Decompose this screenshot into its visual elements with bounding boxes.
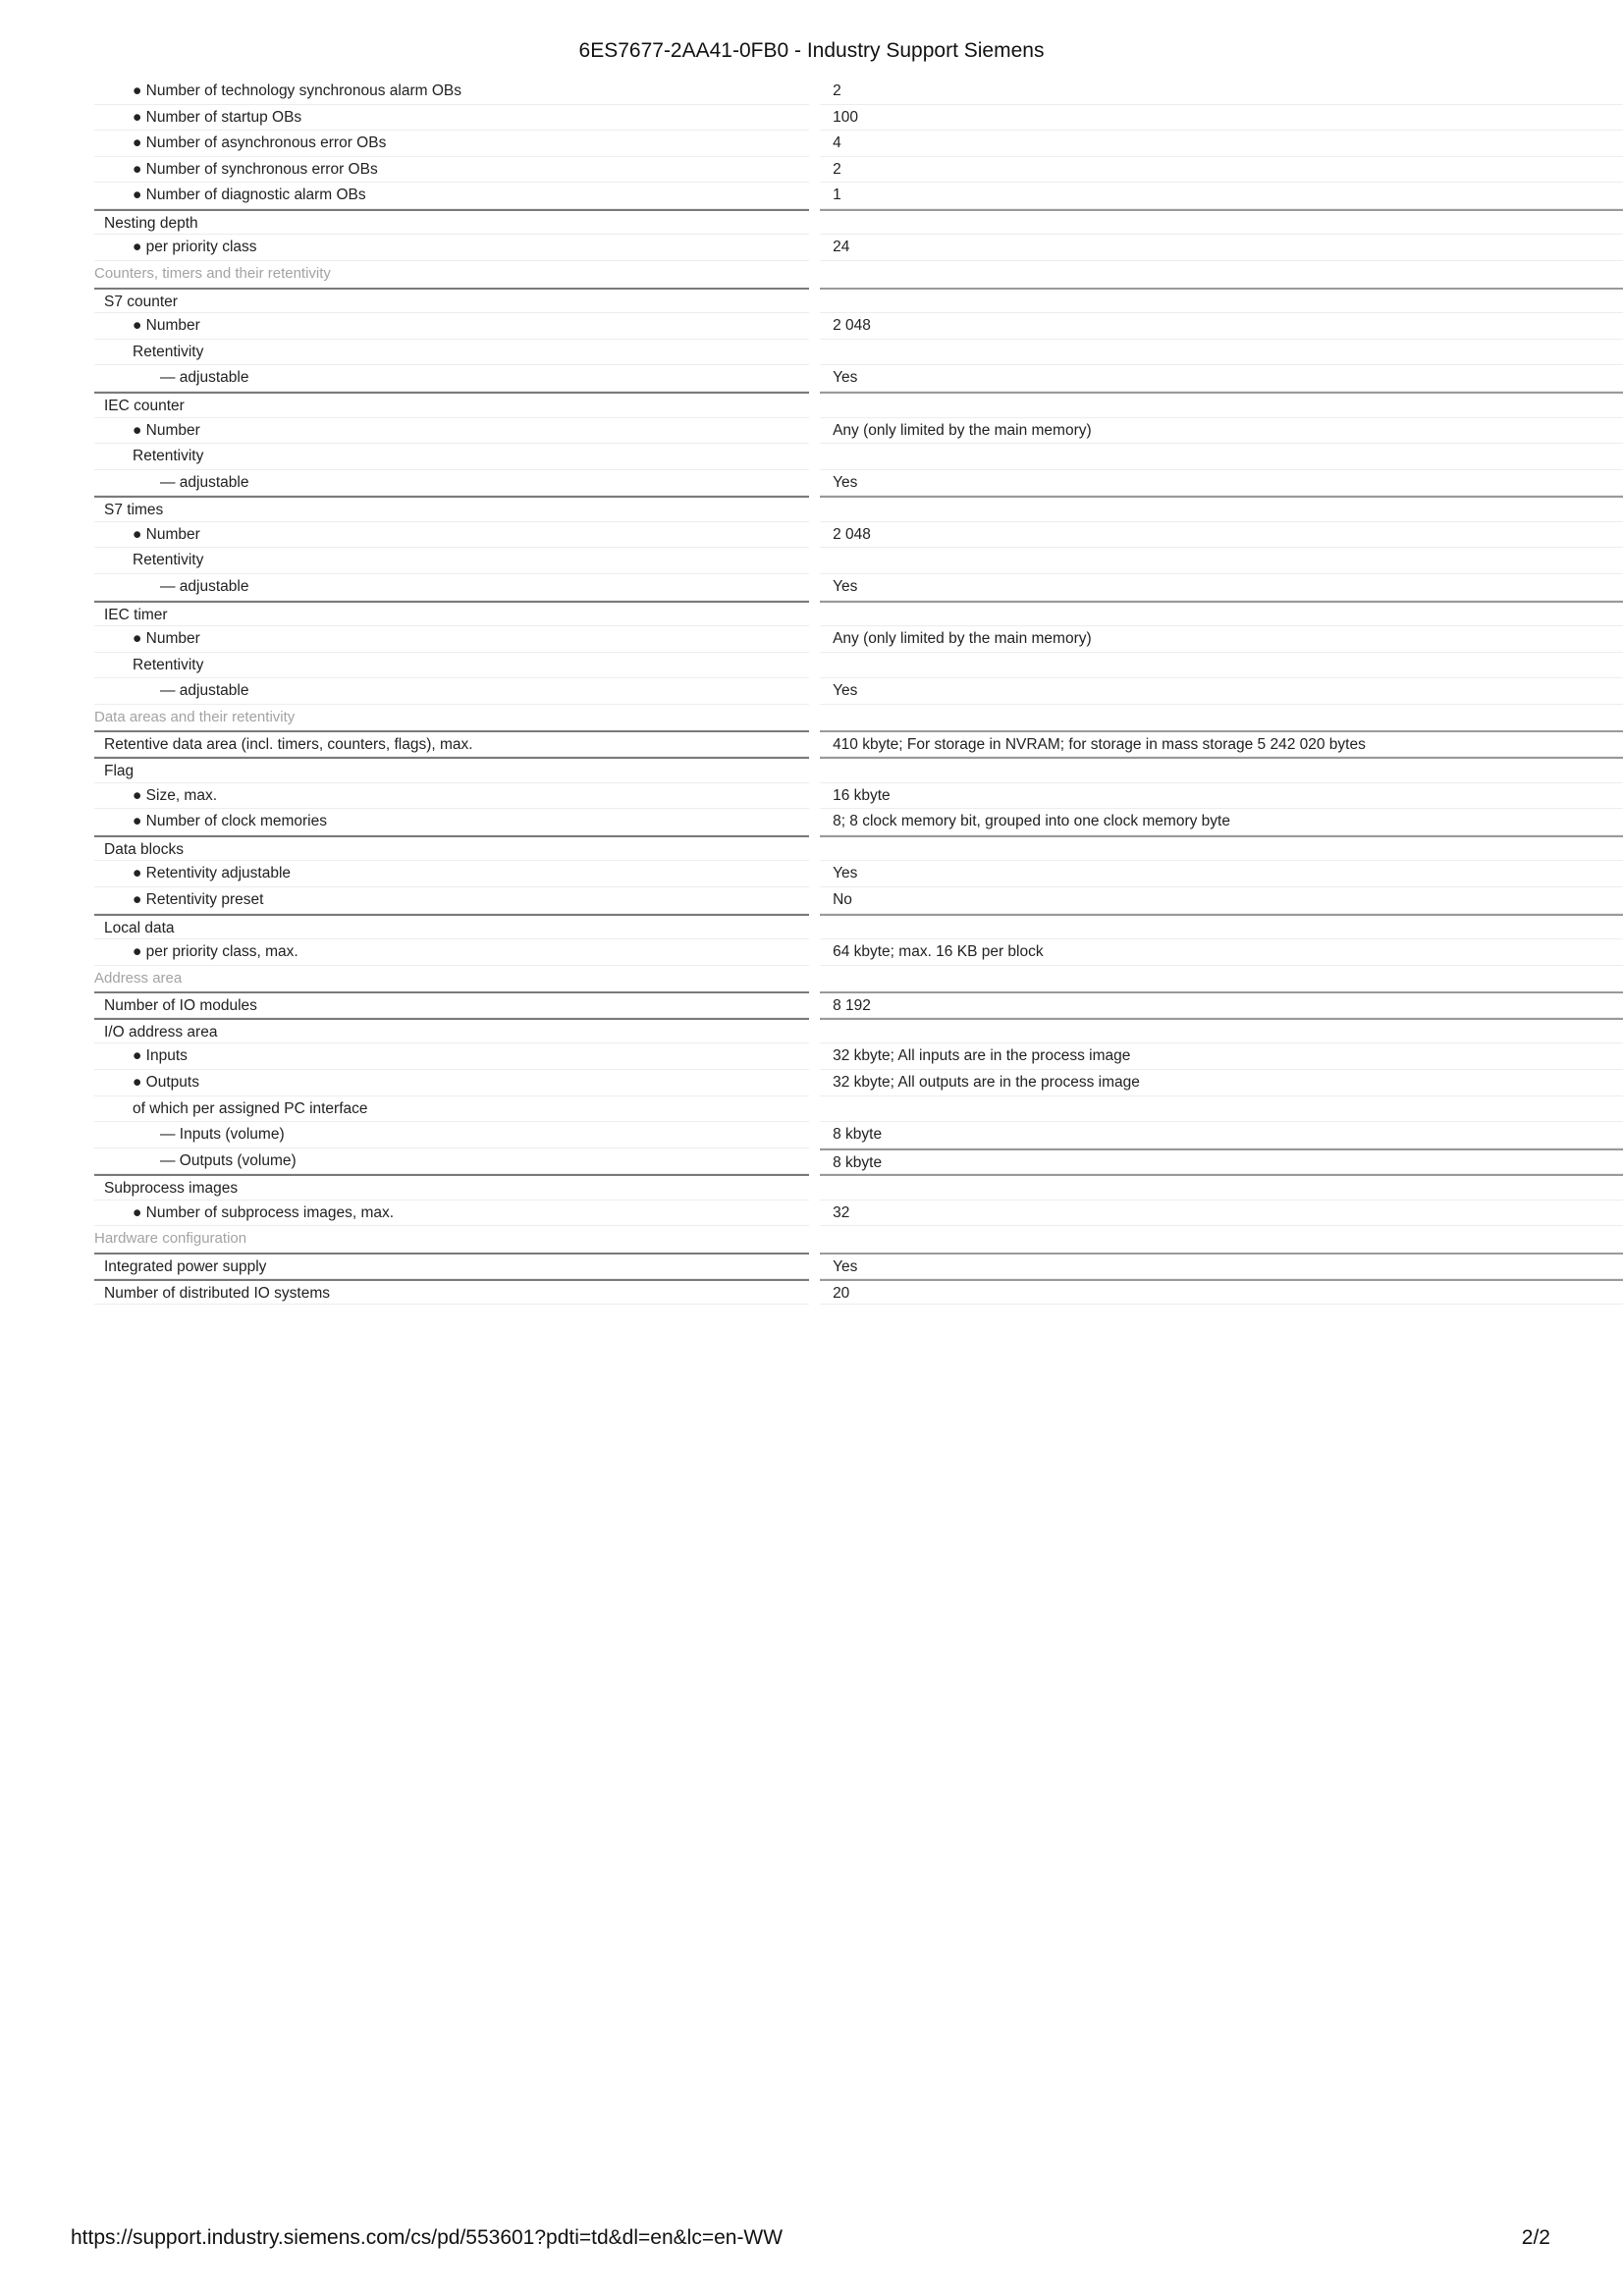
section-heading-label: Data areas and their retentivity (94, 708, 296, 725)
spec-label: IEC timer (94, 601, 809, 627)
spec-table (94, 79, 1623, 1305)
spec-value (820, 1018, 1623, 1044)
spec-label: ● Number of synchronous error OBs (94, 157, 809, 184)
spec-label: Retentive data area (incl. timers, counters, flags), max. (94, 730, 809, 757)
spec-label: ● Number of subprocess images, max. (94, 1201, 809, 1227)
spec-label: ● Retentivity preset (94, 887, 809, 914)
spec-value: No (820, 887, 1623, 914)
spec-label: IEC counter (94, 392, 809, 418)
spec-row (94, 991, 1623, 1018)
spec-value: Yes (820, 678, 1623, 705)
spec-value (820, 835, 1623, 862)
spec-label: ● Number of clock memories (94, 809, 809, 835)
spec-row (94, 809, 1623, 835)
spec-label: ● per priority class (94, 235, 809, 261)
spec-label: ● Number (94, 626, 809, 653)
spec-row (94, 340, 1623, 366)
spec-label: ● Number of asynchronous error OBs (94, 131, 809, 157)
spec-value (820, 601, 1623, 627)
spec-label: ● Retentivity adjustable (94, 861, 809, 887)
spec-row (94, 1096, 1623, 1123)
spec-label: ● Inputs (94, 1043, 809, 1070)
spec-row (94, 365, 1623, 392)
spec-row (94, 157, 1623, 184)
spec-value: 8 kbyte (820, 1148, 1623, 1175)
spec-label: — adjustable (94, 678, 809, 705)
spec-row (94, 470, 1623, 497)
spec-row (94, 235, 1623, 261)
spec-row (94, 678, 1623, 705)
spec-row (94, 522, 1623, 549)
spec-row (94, 1070, 1623, 1096)
section-heading (94, 1226, 1623, 1253)
spec-row (94, 574, 1623, 601)
spec-value: 16 kbyte (820, 783, 1623, 810)
spec-row (94, 1043, 1623, 1070)
spec-row (94, 914, 1623, 940)
spec-label: Nesting depth (94, 209, 809, 236)
spec-row (94, 392, 1623, 418)
spec-value: 2 048 (820, 313, 1623, 340)
spec-value: 100 (820, 105, 1623, 132)
spec-label: ● Outputs (94, 1070, 809, 1096)
spec-label: S7 times (94, 496, 809, 522)
spec-value: 24 (820, 235, 1623, 261)
section-heading-label: Counters, timers and their retentivity (94, 265, 331, 283)
spec-value (820, 496, 1623, 522)
spec-value: 32 kbyte; All outputs are in the process image (820, 1070, 1623, 1096)
spec-label: ● Number (94, 522, 809, 549)
spec-row (94, 1122, 1623, 1148)
spec-row (94, 939, 1623, 966)
spec-value: Yes (820, 470, 1623, 497)
spec-value (820, 209, 1623, 236)
spec-row (94, 1279, 1623, 1306)
spec-label: ● Number of diagnostic alarm OBs (94, 183, 809, 209)
spec-value: Any (only limited by the main memory) (820, 418, 1623, 445)
spec-row (94, 835, 1623, 862)
spec-value: 2 (820, 157, 1623, 184)
spec-label: — adjustable (94, 365, 809, 392)
spec-value (820, 757, 1623, 783)
spec-value (820, 1096, 1623, 1123)
spec-label: — adjustable (94, 574, 809, 601)
spec-row (94, 209, 1623, 236)
spec-row (94, 730, 1623, 757)
spec-value: 2 048 (820, 522, 1623, 549)
spec-row (94, 131, 1623, 157)
spec-value (820, 340, 1623, 366)
spec-label: S7 counter (94, 288, 809, 314)
spec-value (820, 392, 1623, 418)
spec-row (94, 601, 1623, 627)
page-title: 6ES7677-2AA41-0FB0 - Industry Support Siemens (578, 39, 1045, 62)
spec-label: Local data (94, 914, 809, 940)
section-heading-label: Hardware configuration (94, 1230, 247, 1248)
spec-value (820, 653, 1623, 679)
footer-url: https://support.industry.siemens.com/cs/pd/553601?pdti=td&dl=en&lc=en-WW (71, 2226, 784, 2249)
spec-label: — Outputs (volume) (94, 1148, 809, 1175)
spec-label: Retentivity (94, 653, 809, 679)
spec-label: Number of IO modules (94, 991, 809, 1018)
spec-value: 32 (820, 1201, 1623, 1227)
spec-row (94, 548, 1623, 574)
spec-row (94, 1018, 1623, 1044)
spec-value (820, 1174, 1623, 1201)
spec-value: Yes (820, 365, 1623, 392)
spec-value (820, 914, 1623, 940)
spec-value: 8 kbyte (820, 1122, 1623, 1148)
spec-value: 64 kbyte; max. 16 KB per block (820, 939, 1623, 966)
spec-label: Flag (94, 757, 809, 783)
section-heading (94, 966, 1623, 992)
spec-label: ● Number (94, 418, 809, 445)
spec-row (94, 418, 1623, 445)
spec-label: Integrated power supply (94, 1253, 809, 1279)
spec-row (94, 783, 1623, 810)
spec-value: 4 (820, 131, 1623, 157)
spec-row (94, 1174, 1623, 1201)
spec-value: Yes (820, 574, 1623, 601)
spec-row (94, 626, 1623, 653)
spec-row (94, 861, 1623, 887)
spec-value: 8; 8 clock memory bit, grouped into one clock memory byte (820, 809, 1623, 835)
section-heading (94, 261, 1623, 288)
spec-label: of which per assigned PC interface (94, 1096, 809, 1123)
spec-value: Any (only limited by the main memory) (820, 626, 1623, 653)
spec-label: ● Number of startup OBs (94, 105, 809, 132)
spec-label: ● Number of technology synchronous alarm OBs (94, 79, 809, 105)
spec-label: ● Number (94, 313, 809, 340)
spec-value: Yes (820, 861, 1623, 887)
spec-value (820, 288, 1623, 314)
spec-row (94, 313, 1623, 340)
spec-value (820, 444, 1623, 470)
spec-row (94, 1253, 1623, 1279)
spec-label: Retentivity (94, 340, 809, 366)
spec-label: I/O address area (94, 1018, 809, 1044)
spec-value: 20 (820, 1279, 1623, 1306)
spec-label: — adjustable (94, 470, 809, 497)
page-number: 2/2 (1521, 2226, 1550, 2249)
spec-value: Yes (820, 1253, 1623, 1279)
section-heading-label: Address area (94, 969, 183, 987)
spec-label: Retentivity (94, 548, 809, 574)
spec-value: 32 kbyte; All inputs are in the process image (820, 1043, 1623, 1070)
spec-label: Number of distributed IO systems (94, 1279, 809, 1306)
spec-row (94, 79, 1623, 105)
spec-label: Subprocess images (94, 1174, 809, 1201)
spec-value (820, 548, 1623, 574)
spec-row (94, 887, 1623, 914)
section-heading (94, 705, 1623, 731)
spec-value: 8 192 (820, 991, 1623, 1018)
spec-row (94, 496, 1623, 522)
spec-value: 2 (820, 79, 1623, 105)
spec-row (94, 653, 1623, 679)
spec-label: ● per priority class, max. (94, 939, 809, 966)
spec-row (94, 444, 1623, 470)
spec-row (94, 1201, 1623, 1227)
spec-label: Data blocks (94, 835, 809, 862)
spec-row (94, 757, 1623, 783)
spec-label: — Inputs (volume) (94, 1122, 809, 1148)
spec-row (94, 288, 1623, 314)
spec-value: 1 (820, 183, 1623, 209)
spec-row (94, 105, 1623, 132)
spec-value: 410 kbyte; For storage in NVRAM; for storage in mass storage 5 242 020 bytes (820, 730, 1623, 757)
spec-row (94, 183, 1623, 209)
spec-label: Retentivity (94, 444, 809, 470)
spec-label: ● Size, max. (94, 783, 809, 810)
spec-row (94, 1148, 1623, 1175)
